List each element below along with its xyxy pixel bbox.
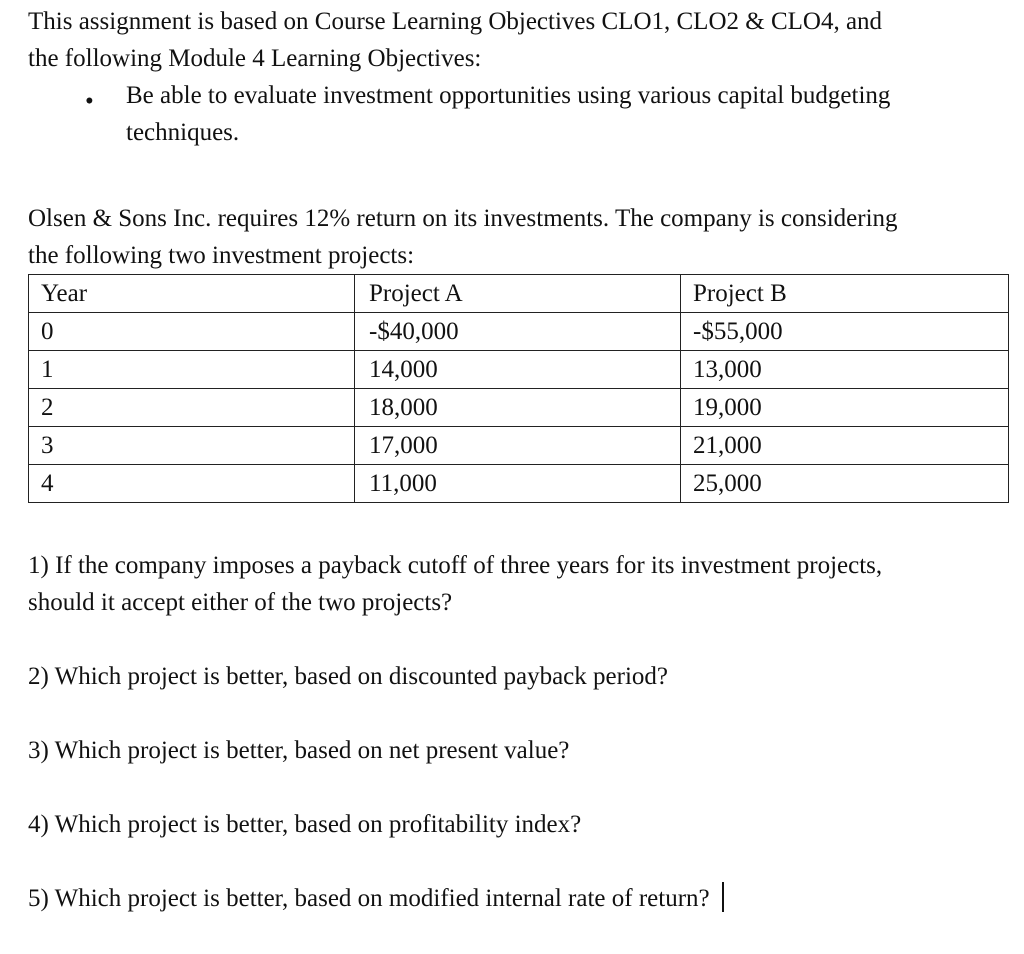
- cell-project-b: 25,000: [681, 465, 1009, 503]
- question-1-line-1: 1) If the company imposes a payback cutoff of three years for its investment projects,: [28, 552, 883, 579]
- text-cursor: [722, 882, 724, 912]
- question-4: [28, 806, 1018, 843]
- table-row: [29, 389, 1009, 427]
- intro-line-1: This assignment is based on Course Learning Objectives CLO1, CLO2 & CLO4, and: [28, 8, 883, 35]
- table-row: [29, 313, 1009, 351]
- objective-text: [126, 77, 1018, 151]
- cell-project-b: -$55,000: [681, 313, 1009, 351]
- question-3: [28, 732, 1018, 769]
- cell-project-a: -$40,000: [355, 313, 681, 351]
- cell-year: 4: [29, 465, 355, 503]
- table-row: [29, 465, 1009, 503]
- objective-line-1: Be able to evaluate investment opportunities using various capital budgeting: [126, 82, 891, 109]
- problem-statement: [28, 200, 1018, 274]
- problem-line-1: Olsen & Sons Inc. requires 12% return on its investments. The company is considering: [28, 205, 898, 232]
- cash-flow-table: [28, 274, 1009, 503]
- objective-line-2: techniques.: [126, 119, 240, 146]
- cell-project-b: 13,000: [681, 351, 1009, 389]
- bullet-icon: •: [85, 88, 94, 115]
- question-2: [28, 658, 1018, 695]
- intro-line-2: the following Module 4 Learning Objectives:: [28, 45, 482, 72]
- question-1: [28, 547, 1018, 621]
- question-5: [28, 880, 1018, 917]
- question-1-line-2: should it accept either of the two projects?: [28, 589, 453, 616]
- table-row: [29, 351, 1009, 389]
- cell-project-a: 14,000: [355, 351, 681, 389]
- cell-year: 2: [29, 389, 355, 427]
- cell-project-b: 19,000: [681, 389, 1009, 427]
- question-3-text: 3) Which project is better, based on net present value?: [28, 737, 570, 764]
- cell-project-b: 21,000: [681, 427, 1009, 465]
- cell-project-a: 11,000: [355, 465, 681, 503]
- cell-year: 1: [29, 351, 355, 389]
- table-header-row: [29, 275, 1009, 313]
- header-project-b: Project B: [681, 275, 1009, 313]
- question-5-text: 5) Which project is better, based on modified internal rate of return?: [28, 885, 710, 912]
- objective-bullet: [28, 77, 1018, 151]
- question-2-text: 2) Which project is better, based on discounted payback period?: [28, 663, 668, 690]
- header-project-a: Project A: [355, 275, 681, 313]
- cell-year: 3: [29, 427, 355, 465]
- cell-project-a: 18,000: [355, 389, 681, 427]
- questions-section: [28, 547, 1018, 917]
- document-body: [28, 0, 1018, 954]
- cell-project-a: 17,000: [355, 427, 681, 465]
- cell-year: 0: [29, 313, 355, 351]
- intro-section: [28, 3, 1018, 151]
- problem-line-2: the following two investment projects:: [28, 242, 415, 269]
- question-5-line[interactable]: [28, 880, 1018, 917]
- table-row: [29, 427, 1009, 465]
- question-4-text: 4) Which project is better, based on profitability index?: [28, 811, 582, 838]
- header-year: Year: [29, 275, 355, 313]
